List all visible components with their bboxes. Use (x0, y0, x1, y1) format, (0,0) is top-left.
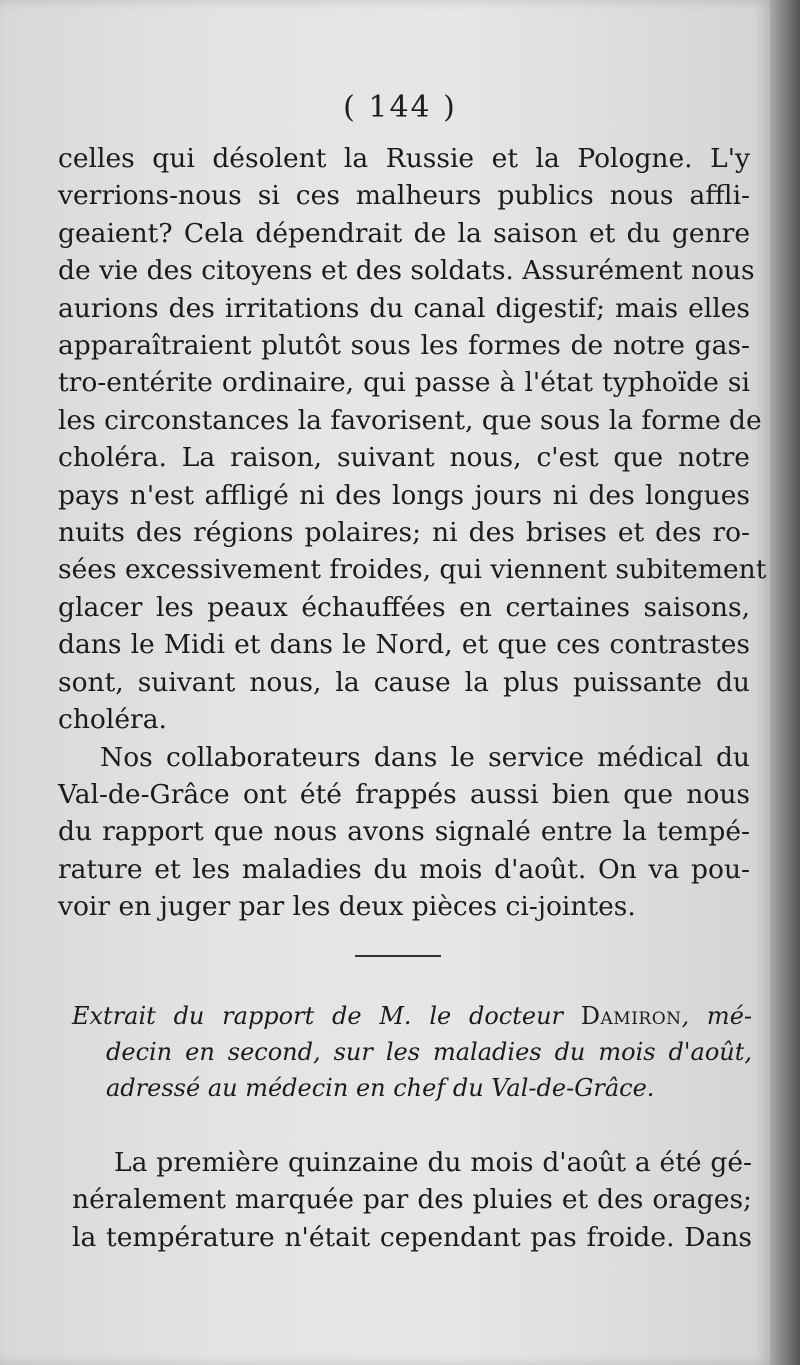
paragraph-3 (72, 1144, 752, 1256)
text-line: dans le Midi et dans le Nord, et que ces contrastes (58, 629, 750, 661)
text-line: les circonstances la favorisent, que sous la forme de (58, 404, 762, 436)
author-name: Damiron (580, 1002, 682, 1030)
text-line: pays n'est affligé ni des longs jours ni des longues (58, 479, 750, 511)
text-line: aurions des irritations du canal digestif; mais elles (58, 292, 750, 324)
text-line: choléra. La raison, suivant nous, c'est que notre (58, 442, 750, 474)
text-line: apparaîtraient plutôt sous les formes de notre gas- (58, 330, 750, 362)
text-line: du rapport que nous avons signalé entre la tempé- (58, 816, 750, 848)
heading-text: Extrait du rapport de M. le docteur (72, 1002, 581, 1030)
heading-line (72, 998, 752, 1034)
text-line: néralement marquée par des pluies et des orages; (72, 1184, 752, 1216)
section-divider (355, 955, 441, 957)
text-line: tro-entérite ordinaire, qui passe à l'état typhoïde si (58, 367, 750, 399)
page-edge-shadow (770, 0, 800, 1365)
text-line: celles qui désolent la Russie et la Pologne. L'y (58, 143, 750, 174)
paragraph-1 (58, 140, 767, 926)
text-line: La première quinzaine du mois d'août a été gé- (114, 1147, 752, 1178)
page-number: ( 144 ) (343, 90, 457, 125)
text-line: choléra. (58, 704, 167, 736)
text-line: glacer les peaux échauffées en certaines saisons, (58, 591, 750, 623)
text-line: geaient? Cela dépendrait de la saison et du genre (58, 217, 750, 249)
text-line: Nos collaborateurs dans le service médical du (100, 741, 750, 773)
text-line: rature et les maladies du mois d'août. On va pou- (58, 853, 750, 885)
text-line: sont, suivant nous, la cause la plus puissante du (58, 666, 750, 698)
text-line: voir en juger par les deux pièces ci-jointes. (58, 891, 636, 923)
heading-text: , mé- (681, 1002, 752, 1030)
text-line: nuits des régions polaires; ni des brises et des ro- (58, 517, 750, 549)
text-line: la température n'était cependant pas froide. Dans (72, 1221, 752, 1253)
heading-line: adressé au médecin en chef du Val-de-Grâce. (106, 1074, 655, 1102)
heading-line: decin en second, sur les maladies du mois d'août, (106, 1038, 752, 1066)
text-line: Val-de-Grâce ont été frappés aussi bien que nous (58, 778, 750, 810)
text-line: sées excessivement froides, qui viennent subitement (58, 554, 767, 586)
extract-heading (72, 998, 752, 1106)
text-line: verrions-nous si ces malheurs publics nous affli- (58, 180, 750, 212)
text-line: de vie des citoyens et des soldats. Assurément nous (58, 255, 755, 287)
